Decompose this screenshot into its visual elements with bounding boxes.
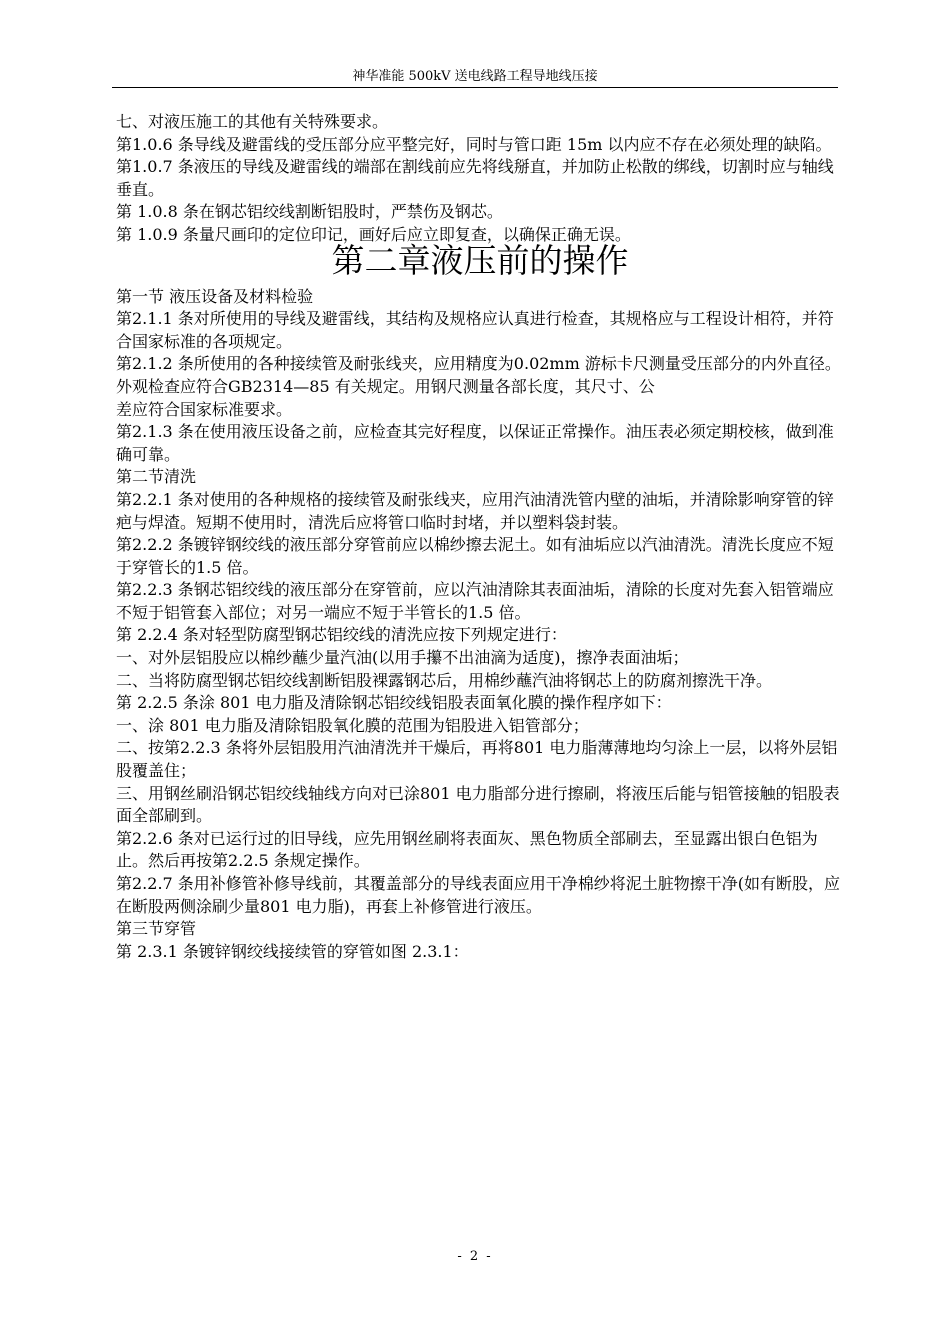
paragraph: 第2.1.3 条在使用液压设备之前，应检查其完好程度，以保证正常操作。油压表必须定期校核，做到准确可靠。 xyxy=(116,422,834,464)
page-header: 神华准能 500kV 送电线路工程导地线压接 xyxy=(352,69,598,84)
paragraph: 二、按第2.2.3 条将外层铝股用汽油清洗并干燥后，再将801 电力脂薄薄地均匀涂上一层，以将外层铝股覆盖住； xyxy=(116,738,838,781)
document-body xyxy=(116,111,844,963)
paragraph: 二、当将防腐型钢芯铝绞线割断铝股裸露钢芯后，用棉纱蘸汽油将钢芯上的防腐剂擦洗干净。 xyxy=(116,670,773,690)
paragraph: 第2.2.3 条钢芯铝绞线的液压部分在穿管前，应以汽油清除其表面油垢，清除的长度对先套入铝管端应不短于铝管套入部位；对另一端应不短于半管长的1.5 倍。 xyxy=(116,580,834,622)
paragraph: 第1.0.6 条导线及避雷线的受压部分应平整完好，同时与管口距 15m 以内应不存在必须处理的缺陷。 xyxy=(116,134,832,154)
paragraph: 第 1.0.9 条量尺画印的定位印记，画好后应立即复查，以确保正确无误。 xyxy=(116,224,631,244)
paragraph: 第1.0.7 条液压的导线及避雷线的端部在割线前应先将线掰直，并加防止松散的绑线，切割时应与轴线垂直。 xyxy=(116,157,834,199)
paragraph: 第2.2.1 条对使用的各种规格的接续管及耐张线夹，应用汽油清洗管内壁的油垢，并清除影响穿管的锌疤与焊渣。短期不使用时，清洗后应将管口临时封堵，并以塑料袋封装。 xyxy=(116,489,834,532)
paragraph: 第 2.2.4 条对轻型防腐型钢芯铝绞线的清洗应按下列规定进行： xyxy=(116,625,567,645)
paragraph: 七、对液压施工的其他有关特殊要求。 xyxy=(116,112,389,131)
paragraph: 第 2.2.5 条涂 801 电力脂及清除钢芯铝绞线铝股表面氧化膜的操作程序如下： xyxy=(116,693,672,713)
paragraph: 第 2.3.1 条镀锌钢绞线接续管的穿管如图 2.3.1： xyxy=(116,941,469,961)
section-heading: 第二节清洗 xyxy=(116,467,197,487)
page-number: - 2 - xyxy=(457,1249,493,1264)
paragraph: 第2.2.7 条用补修管补修导线前，其覆盖部分的导线表面应用干净棉纱将泥土脏物擦干净(如有断股，应在断股两侧涂刷少量801 电力脂)，再套上补修管进行液压。 xyxy=(116,874,841,916)
section-heading: 第三节穿管 xyxy=(116,919,197,939)
paragraph: 第2.2.2 条镀锌钢绞线的液压部分穿管前应以棉纱擦去泥土。如有油垢应以汽油清洗。清洗长度应不短于穿管长的1.5 倍。 xyxy=(116,535,834,577)
paragraph: 一、对外层铝股应以棉纱蘸少量汽油(以用手攥不出油滴为适度)，擦净表面油垢； xyxy=(116,648,689,668)
paragraph: 第2.2.6 条对已运行过的旧导线，应先用钢丝刷将表面灰、黑色物质全部刷去，至显露出银白色铝为止。然后再按第2.2.5 条规定操作。 xyxy=(116,828,818,871)
paragraph: 第 1.0.8 条在钢芯铝绞线割断铝股时，严禁伤及钢芯。 xyxy=(116,202,503,222)
paragraph: 三、用钢丝刷沿钢芯铝绞线轴线方向对已涂801 电力脂部分进行擦刷，将液压后能与铝管接触的铝股表面全部刷到。 xyxy=(116,783,840,826)
section-heading: 第一节 液压设备及材料检验 xyxy=(116,286,314,306)
paragraph: 一、涂 801 电力脂及清除铝股氧化膜的范围为铝股进入铝管部分； xyxy=(116,715,589,735)
paragraph: 差应符合国家标准要求。 xyxy=(116,399,293,419)
paragraph: 第2.1.2 条所使用的各种接续管及耐张线夹，应用精度为0.02mm 游标卡尺测量受压部分的内外直径。外观检查应符合GB2314—85 有关规定。用钢尺测量各部长度，其尺寸、公 xyxy=(116,354,841,396)
header-divider xyxy=(112,87,838,88)
chapter-title: 第二章液压前的操作 xyxy=(331,240,629,280)
paragraph: 第2.1.1 条对所使用的导线及避雷线，其结构及规格应认真进行检查，其规格应与工程设计相符，并符合国家标准的各项规定。 xyxy=(116,309,834,351)
